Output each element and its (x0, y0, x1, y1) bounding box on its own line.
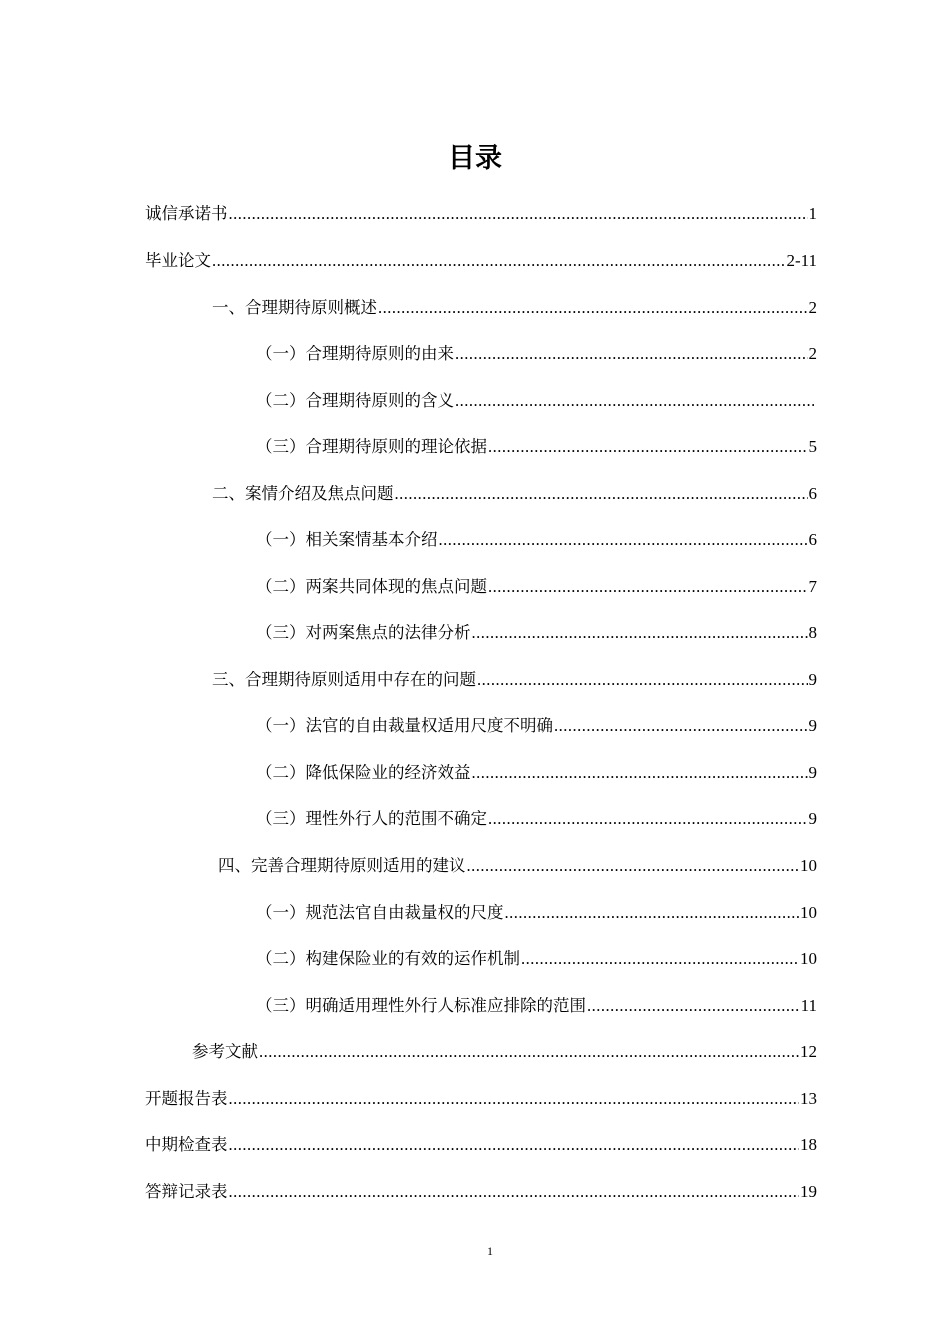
dot-leader (587, 994, 800, 1018)
toc-entry-page: 12 (800, 1042, 817, 1061)
toc-entry-page: 11 (800, 996, 817, 1015)
dot-leader (395, 482, 808, 506)
dot-leader (472, 621, 808, 645)
toc-entry-text: （三）明确适用理性外行人标准应排除的范围 (256, 996, 586, 1015)
toc-entry-text: （二）合理期待原则的含义 (256, 391, 454, 410)
dot-leader (378, 296, 808, 320)
dot-leader (554, 714, 808, 738)
toc-entry-text: （三）对两案焦点的法律分析 (256, 623, 471, 642)
toc-entry-page: 9 (808, 809, 817, 828)
toc-entry-page: 10 (800, 856, 817, 875)
dot-leader (488, 435, 808, 459)
toc-entry-page: 9 (808, 763, 817, 782)
toc-entry-midterm-check[interactable] (145, 1133, 817, 1157)
toc-entry-page: 6 (808, 530, 817, 549)
page-title: 目录 (448, 143, 502, 174)
toc-entry-page: 10 (800, 903, 817, 922)
dot-leader (472, 761, 808, 785)
dot-leader (455, 342, 808, 366)
toc-entry-page: 1 (808, 204, 817, 223)
dot-leader (439, 528, 808, 552)
toc-entry-page: 13 (800, 1089, 817, 1108)
toc-entry-page: 18 (800, 1135, 817, 1154)
dot-leader (229, 1133, 800, 1157)
toc-entry-integrity-pledge[interactable] (145, 202, 817, 226)
toc-entry-section-4[interactable] (218, 854, 817, 878)
toc-entry-section-2-2[interactable] (256, 575, 817, 599)
toc-entry-section-2-1[interactable] (256, 528, 817, 552)
toc-entry-text: 三、合理期待原则适用中存在的问题 (212, 670, 476, 689)
dot-leader (212, 249, 785, 273)
toc-entry-text: 答辩记录表 (145, 1182, 228, 1201)
toc-entry-section-3-1[interactable] (256, 714, 817, 738)
toc-entry-section-3-2[interactable] (256, 761, 817, 785)
toc-entry-section-3[interactable] (212, 668, 817, 692)
footer-page-number: 1 (487, 1244, 493, 1258)
dot-leader (259, 1040, 799, 1064)
toc-entry-page: 9 (808, 716, 817, 735)
toc-entry-page: 19 (800, 1182, 817, 1201)
dot-leader (229, 1087, 800, 1111)
dot-leader (505, 901, 800, 925)
dot-leader (229, 1180, 800, 1204)
toc-entry-text: 毕业论文 (145, 251, 211, 270)
toc-entry-section-2-3[interactable] (256, 621, 817, 645)
toc-entry-page: 10 (800, 949, 817, 968)
toc-entry-references[interactable] (192, 1040, 817, 1064)
toc-entry-text: （三）合理期待原则的理论依据 (256, 437, 487, 456)
toc-entry-text: 二、案情介绍及焦点问题 (212, 484, 394, 503)
toc-entry-text: （二）构建保险业的有效的运作机制 (256, 949, 520, 968)
toc-entry-text: （三）理性外行人的范围不确定 (256, 809, 487, 828)
toc-entry-page: 2 (808, 298, 817, 317)
dot-leader (521, 947, 799, 971)
toc-entry-text: 参考文献 (192, 1042, 258, 1061)
dot-leader (229, 202, 808, 226)
toc-entry-text: 四、完善合理期待原则适用的建议 (218, 856, 466, 875)
toc-entry-section-4-1[interactable] (256, 901, 817, 925)
dot-leader (488, 575, 808, 599)
toc-entry-text: （一）合理期待原则的由来 (256, 344, 454, 363)
toc-entry-text: 中期检查表 (145, 1135, 228, 1154)
toc-entry-proposal-report[interactable] (145, 1087, 817, 1111)
toc-entry-text: （二）降低保险业的经济效益 (256, 763, 471, 782)
dot-leader (477, 668, 808, 692)
toc-entry-section-1-2[interactable] (256, 389, 815, 413)
toc-entry-defense-record[interactable] (145, 1180, 817, 1204)
toc-entry-text: 诚信承诺书 (145, 204, 228, 223)
dot-leader (455, 389, 814, 413)
toc-entry-text: 一、合理期待原则概述 (212, 298, 377, 317)
toc-entry-text: （一）法官的自由裁量权适用尺度不明确 (256, 716, 553, 735)
toc-entry-text: （二）两案共同体现的焦点问题 (256, 577, 487, 596)
toc-entry-section-4-2[interactable] (256, 947, 817, 971)
toc-entry-thesis[interactable] (145, 249, 817, 273)
toc-entry-page: 5 (808, 437, 817, 456)
toc-entry-section-1[interactable] (212, 296, 817, 320)
toc-entry-page: 2-11 (786, 251, 817, 270)
dot-leader (467, 854, 800, 878)
toc-entry-text: （一）相关案情基本介绍 (256, 530, 438, 549)
toc-entry-page: 9 (808, 670, 817, 689)
toc-entry-section-1-1[interactable] (256, 342, 817, 366)
toc-entry-text: 开题报告表 (145, 1089, 228, 1108)
toc-entry-page: 7 (808, 577, 817, 596)
toc-entry-section-2[interactable] (212, 482, 817, 506)
toc-entry-section-4-3[interactable] (256, 994, 817, 1018)
toc-entry-text: （一）规范法官自由裁量权的尺度 (256, 903, 504, 922)
dot-leader (488, 807, 808, 831)
toc-entry-section-1-3[interactable] (256, 435, 817, 459)
toc-entry-page: 2 (808, 344, 817, 363)
toc-entry-page: 8 (808, 623, 817, 642)
toc-entry-section-3-3[interactable] (256, 807, 817, 831)
toc-entry-page: 6 (808, 484, 817, 503)
